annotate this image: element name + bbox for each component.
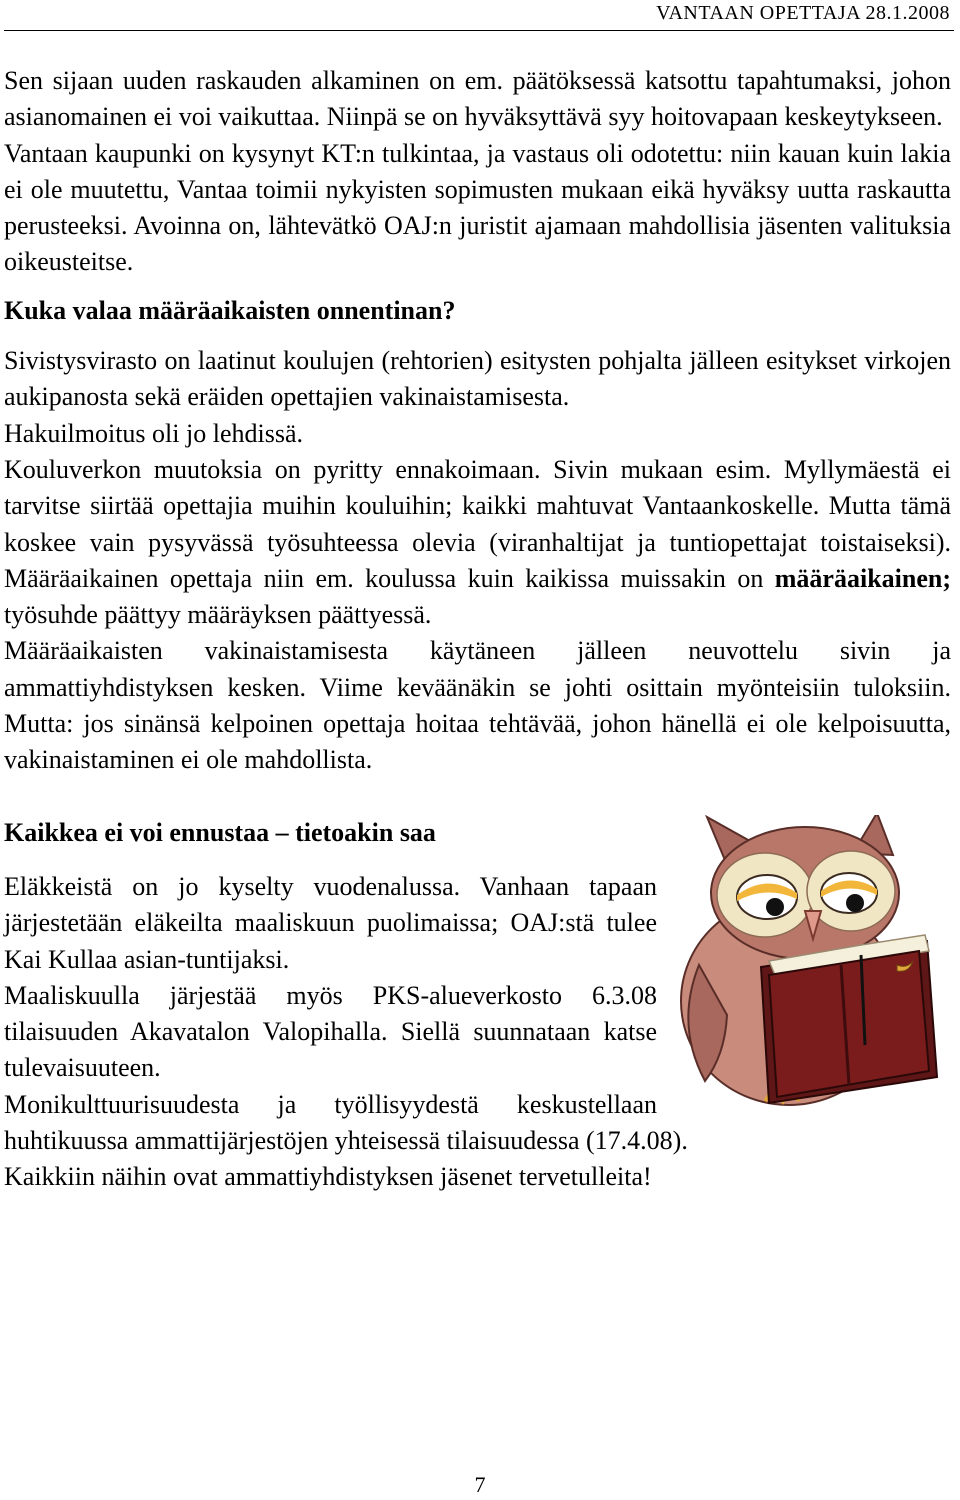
paragraph: Maaliskuulla järjestää myös PKS-alueverkosto 6.3.08 tilaisuuden Akavatalon Valopihalla. Siellä suunnataan katse tulevaisuuteen.: [4, 980, 657, 1083]
paragraph: Hakuilmoitus oli jo lehdissä.: [4, 418, 303, 448]
running-header: VANTAAN OPETTAJA 28.1.2008: [656, 2, 950, 24]
section-heading: Kuka valaa määräaikaisten onnentinan?: [4, 295, 456, 325]
owl-pupil-right: [846, 894, 864, 912]
page-number: 7: [474, 1472, 486, 1497]
paragraph: Sivistysvirasto on laatinut koulujen (rehtorien) esitysten pohjalta jälleen esitykset virkojen aukipanosta sekä eräiden opettajien vakinaistamisesta.: [4, 346, 951, 412]
paragraph: Kaikkiin näihin ovat ammattiyhdistyksen jäsenet tervetulleita!: [4, 1162, 652, 1192]
article-body: [4, 63, 951, 1196]
paragraph-text: työsuhde päättyy määräyksen päättyessä.: [4, 600, 432, 630]
paragraph: [4, 452, 951, 633]
paragraph: Monikulttuurisuudesta ja työllisyydestä keskustellaan huhtikuussa ammattijärjestöjen yhteisessä tilaisuudessa (17.4.08).: [4, 1089, 688, 1156]
paragraph-text: Kouluverkon muutoksia on pyritty ennakoimaan. Sivin mukaan esim. Myllymäestä ei tarvitse siirtää opettajia muihin kouluihin; kaikki mahtuvat Vantaankoskelle. Mutta tämä koskee vain pysyvässä työsuhteessa olevia (viranhaltijat ja tuntiopettajat toistaiseksi). Määräaikainen opettaja niin em. koulussa kuin kaikissa muissakin on: [4, 454, 951, 593]
owl-eye-left: [737, 875, 797, 919]
paragraph: Vantaan kaupunki on kysynyt KT:n tulkintaa, ja vastaus oli odotettu: niin kauan kuin lakia ei ole muutettu, Vantaa toimii nykyisten sopimusten mukaan eikä hyväksy uutta raskautta perusteeksi. Avoinna on, lähtevätkö OAJ:n juristit ajamaan mahdollisia jäsenten valituksia oikeusteitse.: [4, 138, 951, 277]
paragraph: Sen sijaan uuden raskauden alkaminen on em. päätöksessä katsottu tapahtumaksi, johon asianomainen ei voi vaikuttaa. Niinpä se on hyväksyttävä syy hoitovapaan keskeytykseen.: [4, 66, 951, 132]
paragraph: Määräaikaisten vakinaistamisesta käytäneen jälleen neuvottelu sivin ja ammattiyhdistyksen kesken. Viime keväänäkin se johti osittain myönteisiin tuloksiin. Mutta: jos sinänsä kelpoinen opettaja hoitaa tehtävää, johon hänellä ei ole kelpoisuutta, vakinaistaminen ei ole mahdollista.: [4, 636, 951, 775]
section-heading: Kaikkea ei voi ennustaa – tietoakin saa: [4, 817, 436, 847]
paragraph: Eläkkeistä on jo kyselty vuodenalussa. Vanhaan tapaan järjestetään eläkeilta maaliskuun puolimaissa; OAJ:stä tulee Kai Kullaa asian-tuntijaksi.: [4, 871, 657, 974]
header-rule: [4, 30, 954, 31]
bold-emphasis: määräaikainen;: [774, 563, 951, 593]
owl-reading-book-illustration: [665, 815, 955, 1111]
owl-pupil-left: [766, 898, 784, 916]
